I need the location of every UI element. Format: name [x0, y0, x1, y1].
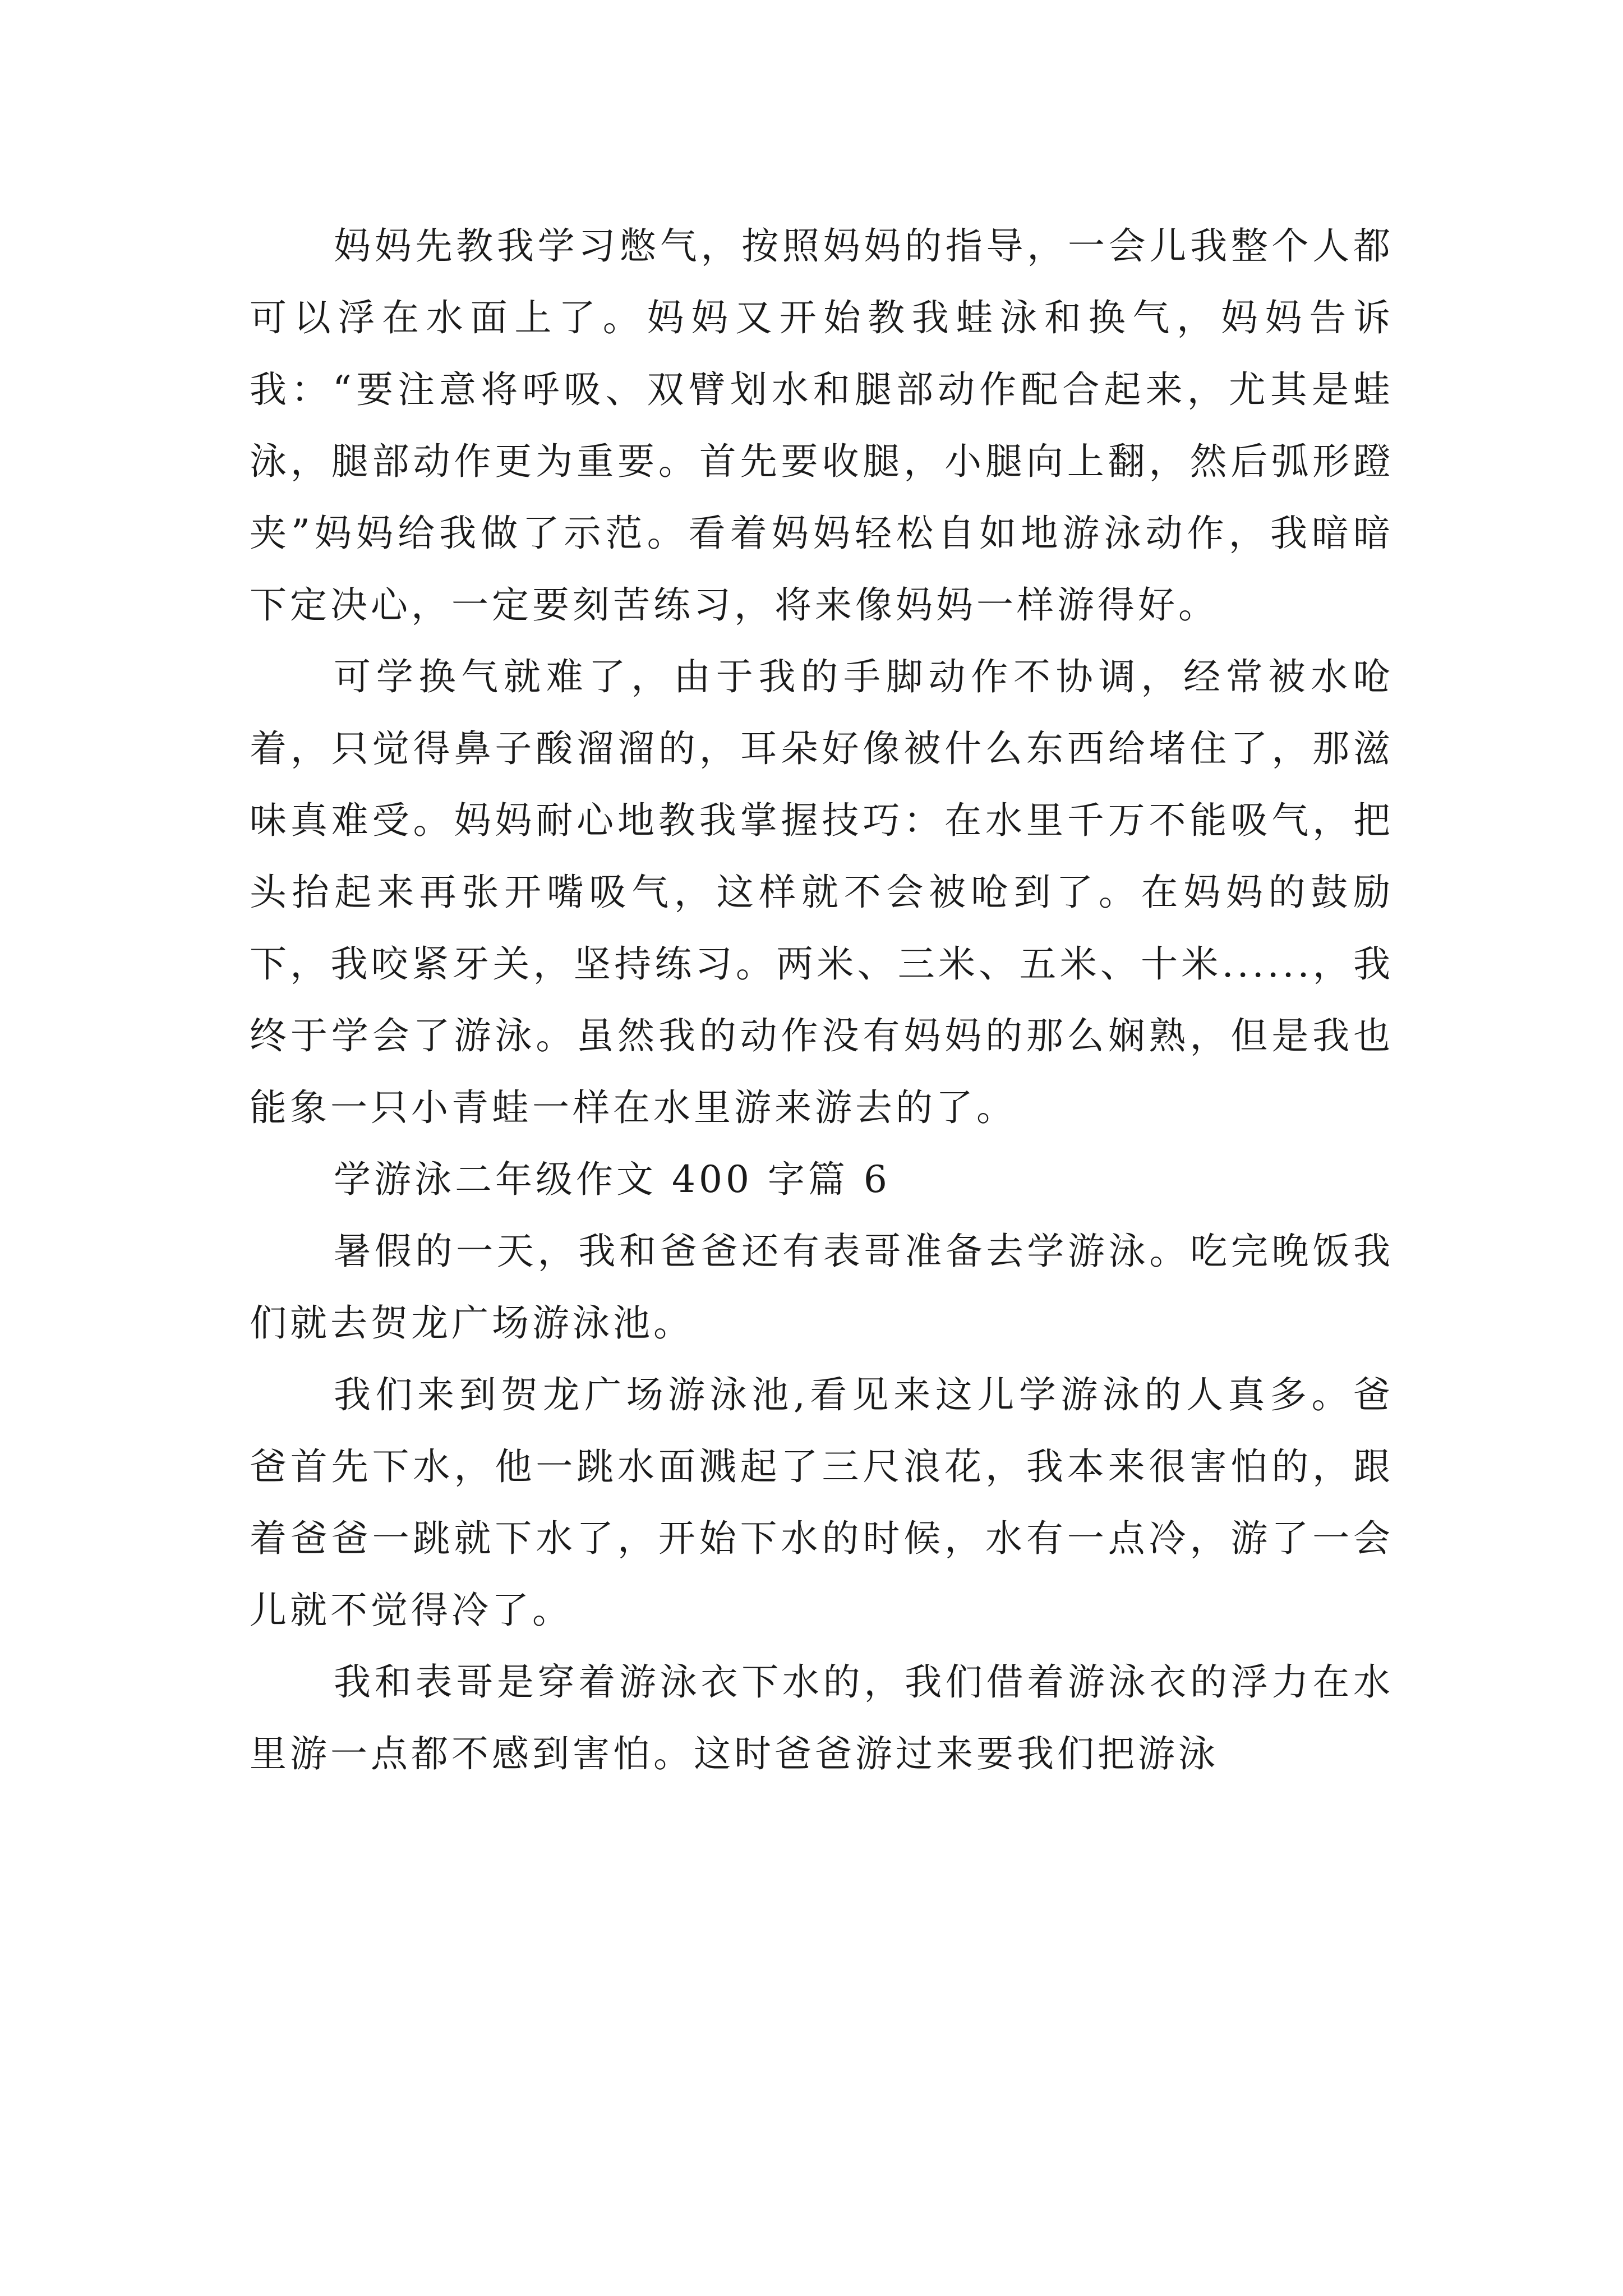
section-paragraph-3: 我和表哥是穿着游泳衣下水的，我们借着游泳衣的浮力在水里游一点都不感到害怕。这时爸爸游过来要我们把游泳 [250, 1660, 1394, 1775]
section-paragraph-2: 我们来到贺龙广场游泳池,看见来这儿学游泳的人真多。爸爸首先下水，他一跳水面溅起了三尺浪花，我本来很害怕的，跟着爸爸一跳就下水了，开始下水的时候，水有一点冷，游了一会儿就不觉得冷了。 [250, 1373, 1394, 1632]
section-heading: 学游泳二年级作文 400 字篇 6 [334, 1158, 891, 1201]
paragraph-1: 妈妈先教我学习憋气，按照妈妈的指导，一会儿我整个人都可以浮在水面上了。妈妈又开始教我蛙泳和换气，妈妈告诉我：“要注意将呼吸、双臂划水和腿部动作配合起来，尤其是蛙泳，腿部动作更为重要。首先要收腿，小腿向上翻，然后弧形蹬夹”妈妈给我做了示范。看着妈妈轻松自如地游泳动作，我暗暗下定决心，一定要刻苦练习，将来像妈妈一样游得好。 [250, 224, 1394, 627]
section-paragraph-1: 暑假的一天，我和爸爸还有表哥准备去学游泳。吃完晚饭我们就去贺龙广场游泳池。 [250, 1230, 1394, 1345]
document-page [250, 210, 1394, 1790]
paragraph-2: 可学换气就难了，由于我的手脚动作不协调，经常被水呛着，只觉得鼻子酸溜溜的，耳朵好像被什么东西给堵住了，那滋味真难受。妈妈耐心地教我掌握技巧：在水里千万不能吸气，把头抬起来再张开嘴吸气，这样就不会被呛到了。在妈妈的鼓励下，我咬紧牙关，坚持练习。两米、三米、五米、十米......，我终于学会了游泳。虽然我的动作没有妈妈的那么娴熟，但是我也能象一只小青蛙一样在水里游来游去的了。 [250, 655, 1394, 1129]
